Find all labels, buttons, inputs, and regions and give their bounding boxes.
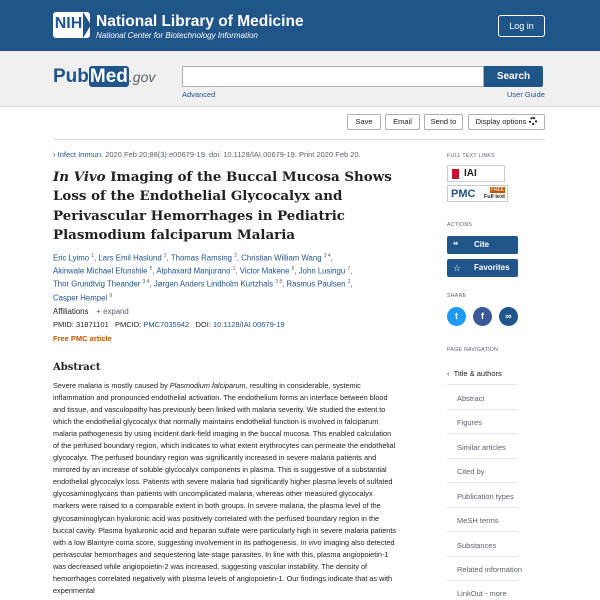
free-pmc-badge: Free PMC article bbox=[53, 334, 112, 343]
author-link[interactable]: Thor Grundtvig Theander bbox=[53, 279, 141, 289]
quote-icon: ❝ bbox=[453, 240, 459, 250]
pubmed-logo[interactable] bbox=[53, 66, 155, 88]
nav-linkout[interactable]: LinkOut - more bbox=[457, 589, 507, 598]
iai-logo-icon bbox=[452, 169, 459, 179]
pmid-value: 31871101 bbox=[75, 320, 109, 329]
cite-label: Cite bbox=[474, 240, 490, 249]
article-title bbox=[53, 168, 403, 245]
facebook-share-icon[interactable]: f bbox=[473, 307, 492, 326]
affiliations-toggle[interactable] bbox=[53, 307, 129, 316]
send-to-button[interactable]: Send to bbox=[424, 114, 463, 130]
star-icon: ☆ bbox=[453, 263, 462, 273]
email-button[interactable]: Email bbox=[385, 114, 420, 130]
divider bbox=[53, 139, 545, 140]
author-link[interactable]: Casper Hempel bbox=[53, 293, 108, 303]
article-ids bbox=[53, 320, 285, 329]
author-link[interactable]: Alphaxard Manjurano bbox=[156, 266, 231, 276]
permalink-share-icon[interactable]: ∞ bbox=[499, 307, 518, 326]
author-affil-sup[interactable]: 1 bbox=[91, 253, 95, 259]
doi-link[interactable]: 10.1128/IAI.00679-19 bbox=[213, 320, 285, 329]
nlm-title[interactable]: National Library of Medicine bbox=[96, 13, 304, 30]
author-link[interactable]: Christian William Wang bbox=[241, 253, 322, 263]
author-affil-sup[interactable]: 3 8 bbox=[275, 279, 283, 286]
chevron-left-icon: ‹ bbox=[447, 369, 454, 378]
nav-divider bbox=[447, 384, 518, 385]
author-link[interactable]: Akinwale Michael Efunshile bbox=[53, 266, 148, 276]
nih-logo-arrow bbox=[83, 12, 91, 38]
pmc-free-tag: FREE bbox=[490, 187, 504, 193]
pmc-full-text-link[interactable] bbox=[447, 185, 508, 202]
nav-substances[interactable]: Substances bbox=[457, 541, 497, 550]
author-affil-sup[interactable]: 9 bbox=[109, 292, 113, 299]
nav-publication-types[interactable]: Publication types bbox=[457, 492, 514, 501]
actions-heading: ACTIONS bbox=[447, 222, 473, 228]
logo-pub: Pub bbox=[53, 66, 89, 87]
author-affil-sup[interactable]: 2 bbox=[347, 279, 351, 286]
display-options-label: Display options bbox=[475, 117, 527, 126]
page-navigation-heading: PAGE NAVIGATION bbox=[447, 347, 499, 353]
author-affil-sup[interactable]: 3 4 bbox=[323, 253, 331, 259]
nav-divider bbox=[447, 433, 518, 434]
abstract-italic: Plasmodium falciparum bbox=[169, 381, 246, 390]
author-affil-sup[interactable]: 1 bbox=[232, 266, 236, 273]
nav-related-information[interactable]: Related information bbox=[457, 565, 523, 574]
nav-divider bbox=[447, 580, 518, 581]
expand-label: expand bbox=[103, 307, 129, 316]
search-input[interactable] bbox=[182, 66, 484, 87]
author-affil-sup[interactable]: 2 bbox=[163, 253, 167, 259]
author-link[interactable]: Jørgen Anders Lindholm Kurtzhals bbox=[153, 279, 274, 289]
pmid-label: PMID: bbox=[53, 320, 74, 329]
nav-label: Title & authors bbox=[453, 369, 502, 378]
nav-divider bbox=[447, 482, 518, 483]
abstract-part: , resulting in considerable, systemic inflammation and pronounced endothelial activation. The endothelium forms an interface between blood and tissue, and vasculopathy has previously been linked with malaria severity. We studied the extent to which the endothelial glycocalyx that normally maintains endothelial function is involved in falciparum malaria pathogenesis by using incident dark-field imaging in the buccal mucosa. This enabled calculation of the perfused boundary region, which indicates to what extent erythrocytes can permeate the endothelial glycocalyx. The perfused boundary region was significantly increased in severe malaria patients and mirrored by an increase of soluble glycocalyx components in plasma. This is suggestive of a substantial endothelial glycocalyx loss. Patients with severe malaria had significantly higher plasma levels of sulfated glycosaminoglycans than patients with uncomplicated malaria, whereas other measured glycocalyx markers were raised to a comparable extent in both groups. In severe malaria, the plasma level of the glycosaminoglycan hyaluronic acid was positively correlated with the perfused boundary region in the buccal cavity. Plasma hyaluronic acid and heparan sulfate were particularly high in severe malaria patients with a low Blantyre coma score, suggesting involvement in its pathogenesis. bbox=[53, 381, 396, 547]
author-affil-sup[interactable]: 3 4 bbox=[142, 279, 150, 286]
affiliations-label: Affiliations bbox=[53, 307, 89, 316]
nav-mesh-terms[interactable]: MeSH terms bbox=[457, 516, 499, 525]
pmcid-link[interactable]: PMC7035942 bbox=[143, 320, 190, 329]
author-link[interactable]: Lars Emil Haslund bbox=[98, 253, 162, 263]
nav-divider bbox=[447, 507, 518, 508]
full-text-links-heading: FULL TEXT LINKS bbox=[447, 153, 495, 159]
advanced-search-link[interactable]: Advanced bbox=[182, 90, 216, 99]
nav-divider bbox=[447, 531, 518, 532]
iai-full-text-link[interactable] bbox=[447, 165, 505, 182]
gear-icon bbox=[529, 117, 537, 125]
chevron-right-icon: › bbox=[53, 150, 56, 159]
title-italic: In Vivo bbox=[53, 169, 106, 185]
nav-divider bbox=[447, 409, 518, 410]
logo-gov: .gov bbox=[128, 69, 156, 85]
expand-toggle[interactable] bbox=[96, 307, 128, 316]
citation-line bbox=[53, 150, 361, 159]
doi-label: DOI: bbox=[195, 320, 211, 329]
author-affil-sup[interactable]: 5 bbox=[149, 266, 153, 273]
author-link[interactable]: Victor Makene bbox=[239, 266, 290, 276]
nav-abstract[interactable]: Abstract bbox=[457, 394, 485, 403]
author-link[interactable]: Thomas Ramsing bbox=[170, 253, 232, 263]
display-options-button[interactable] bbox=[468, 114, 545, 130]
nih-logo-text: NIH bbox=[54, 15, 83, 32]
abstract-part: Severe malaria is mostly caused by bbox=[53, 381, 170, 390]
nav-divider bbox=[447, 556, 518, 557]
favorites-button[interactable] bbox=[447, 259, 518, 277]
author-affil-sup[interactable]: 6 bbox=[291, 266, 295, 273]
pmc-label: PMC bbox=[451, 188, 476, 200]
save-button[interactable]: Save bbox=[347, 114, 381, 130]
share-heading: SHARE bbox=[447, 293, 467, 299]
author-affil-sup[interactable]: 7 bbox=[347, 266, 351, 273]
ncbi-subtitle: National Center for Biotechnology Information bbox=[96, 31, 258, 40]
pmc-full-text-label: Full text bbox=[483, 194, 505, 200]
authors-list: Eric Lyimo $^1$, Lars Emil Haslund $^2$, Thomas Ramsing $^2$, Christian William Wang $^{3 4}$, Akinwale Michael Efunshile $^5$, Alphaxard Manjurano $^1$, Victor Makene $^6$, John Lusingu $^7$, Thor Grundtvig Theander $^{3 4}$, Jørgen Anders Lindholm Kurtzhals $^{3 8}$, Rasmus Paulsen $^2$, Casper Hempel $^9$ bbox=[53, 253, 353, 303]
title-rest: Imaging of the Buccal Mucosa Shows Loss of the Endothelial Glycocalyx and Perivascular Hemorrhages in Pediatric Plasmodium falciparum Malaria bbox=[53, 169, 392, 243]
nav-divider bbox=[447, 458, 518, 459]
user-guide-link[interactable]: User Guide bbox=[507, 90, 545, 99]
citation-details: 2020 Feb 20;88(3):e00679-19. doi: 10.1128/IAI.00679-19. Print 2020 Feb 20. bbox=[105, 150, 361, 159]
favorites-label: Favorites bbox=[474, 263, 510, 272]
nav-cited-by[interactable]: Cited by bbox=[457, 467, 485, 476]
plus-icon: + bbox=[96, 307, 104, 316]
login-button[interactable]: Log in bbox=[498, 15, 545, 37]
author-affil-sup[interactable]: 2 bbox=[234, 253, 237, 259]
nih-header bbox=[0, 0, 600, 51]
nih-logo[interactable] bbox=[53, 12, 90, 38]
nav-figures[interactable]: Figures bbox=[457, 418, 483, 427]
abstract-part: imaging also detected perivascular hemorrhages and sequestering late-stage parasites. In line with this, plasma angiopoietin-1 was decreased while angiopoietin-2 was increased, suggesting vascular instability. The density of hemorrhages correlated negatively with plasma levels of angiopoietin-1. Our findings indicate that as with experimental bbox=[53, 537, 395, 595]
nav-title-authors[interactable] bbox=[447, 369, 502, 378]
author-link[interactable]: Eric Lyimo bbox=[53, 253, 90, 263]
logo-med: Med bbox=[89, 66, 128, 87]
abstract-italic: In vivo bbox=[300, 537, 322, 547]
twitter-share-icon[interactable]: t bbox=[447, 307, 466, 326]
author-link[interactable]: John Lusingu bbox=[298, 266, 346, 276]
nav-similar-articles[interactable]: Similar articles bbox=[457, 443, 506, 452]
abstract-heading: Abstract bbox=[53, 362, 101, 373]
search-button[interactable]: Search bbox=[484, 66, 543, 87]
author-link[interactable]: Rasmus Paulsen bbox=[286, 279, 346, 289]
iai-label: IAI bbox=[464, 168, 477, 179]
abstract-text bbox=[53, 380, 397, 600]
pmcid-label: PMCID: bbox=[115, 320, 142, 329]
journal-link[interactable]: Infect Immun. bbox=[57, 150, 104, 159]
cite-button[interactable] bbox=[447, 236, 518, 254]
